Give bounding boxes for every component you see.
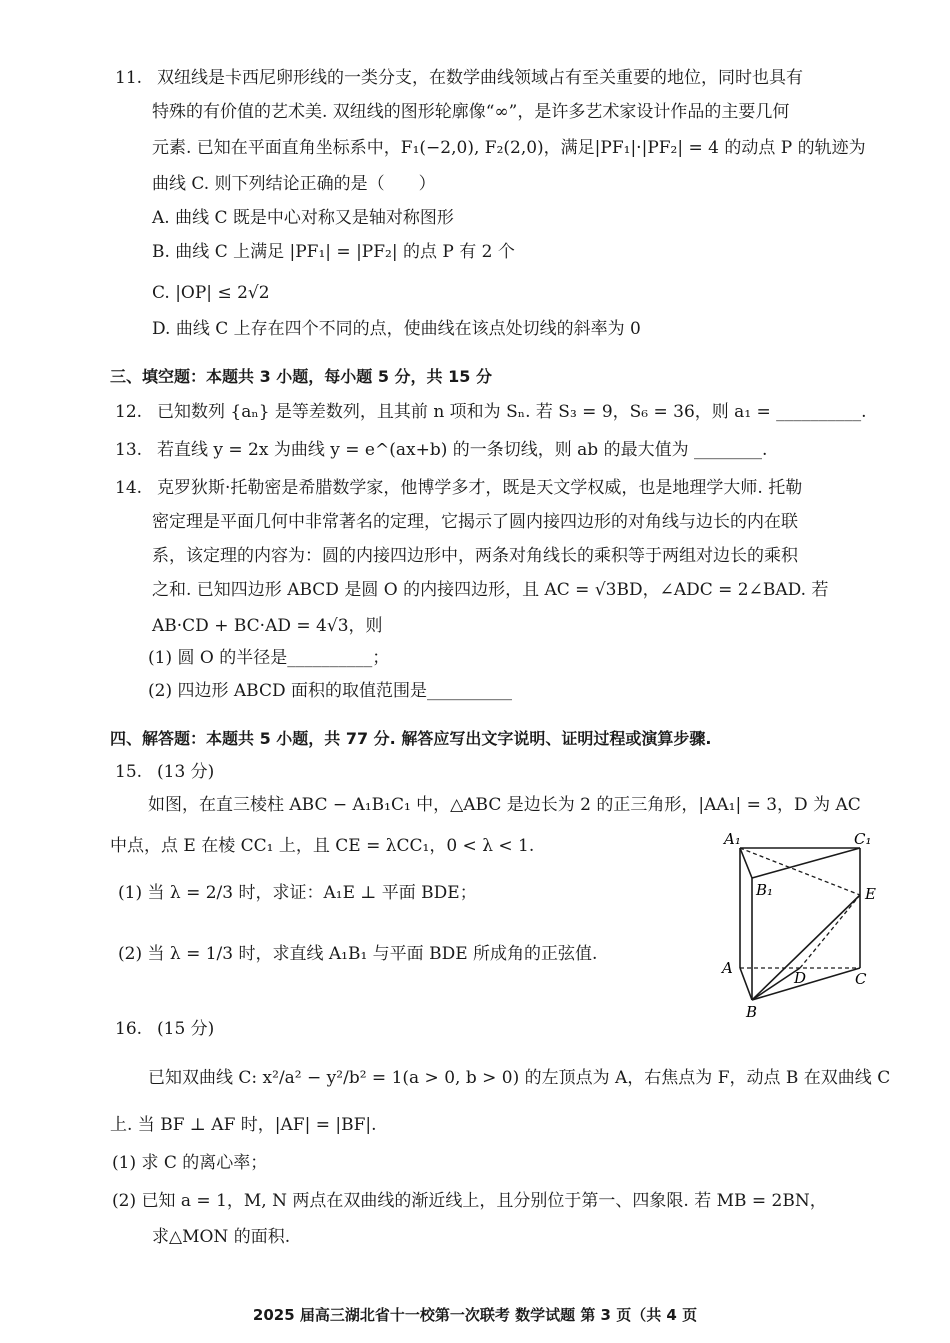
q16-line-1: 已知双曲线 C: x²/a² − y²/b² = 1(a > 0, b > 0) 的左顶点为 A，右焦点为 F，动点 B 在双曲线 C [148,1068,891,1088]
q11-option-d: D. 曲线 C 上存在四个不同的点，使曲线在该点处切线的斜率为 0 [152,319,641,339]
q11-line-2: 特殊的有价值的艺术美. 双纽线的图形轮廓像“∞”，是许多艺术家设计作品的主要几何 [152,102,790,122]
q14-line-2: 密定理是平面几何中非常著名的定理，它揭示了圆内接四边形的对角线与边长的内在联 [152,512,798,532]
page-footer: 2025 届高三湖北省十一校第一次联考 数学试题 第 3 页（共 4 页 [252,1306,698,1324]
q15-score: (13 分) [157,762,215,782]
section-4-heading: 四、解答题：本题共 5 小题，共 77 分. 解答应写出文字说明、证明过程或演算步骤. [110,729,712,748]
q12-number: 12. [115,402,143,422]
q11-line-3: 元素. 已知在平面直角坐标系中，F₁(−2,0), F₂(2,0)，满足|PF₁|·|PF₂| = 4 的动点 P 的轨迹为 [152,138,866,158]
q15-header [115,760,214,784]
q11-option-b: B. 曲线 C 上满足 |PF₁| = |PF₂| 的点 P 有 2 个 [152,242,515,262]
q15-line-1: 如图，在直三棱柱 ABC − A₁B₁C₁ 中，△ABC 是边长为 2 的正三角形，|AA₁| = 3，D 为 AC [148,795,861,815]
label-b1: B₁ [756,881,774,899]
q15-line-2: 中点，点 E 在棱 CC₁ 上，且 CE = λCC₁，0 < λ < 1. [110,836,535,856]
label-a: A [722,959,733,977]
q15-sub-2: (2) 当 λ = 1/3 时，求直线 A₁B₁ 与平面 BDE 所成角的正弦值. [118,944,598,964]
q11-line-4: 曲线 C. 则下列结论正确的是（ ） [152,174,436,194]
q14-line-3: 系，该定理的内容为：圆的内接四边形中，两条对角线长的乘积等于两组对边长的乘积 [152,546,798,566]
q13-line [115,438,767,462]
q15-number: 15. [115,762,143,782]
label-b: B [746,1003,758,1021]
prism-figure [710,828,910,1028]
q16-line-2: 上. 当 BF ⊥ AF 时，|AF| = |BF|. [110,1115,377,1135]
section-3-heading: 三、填空题：本题共 3 小题，每小题 5 分，共 15 分 [110,367,492,386]
label-e: E [865,885,876,903]
hidden-segment-d-e [800,895,860,968]
q16-sub-2-cont: 求△MON 的面积. [152,1227,291,1247]
q14-number: 14. [115,478,143,498]
label-c1: C₁ [854,830,872,848]
segment-b-d [752,968,800,1000]
edge-a1-b1 [740,848,752,878]
q14-line-4: 之和. 已知四边形 ABCD 是圆 O 的内接四边形，且 AC = √3BD，∠ADC = 2∠BAD. 若 [152,580,829,600]
q14-sub-2: (2) 四边形 ABCD 面积的取值范围是__________ [148,681,513,701]
q16-sub-1: (1) 求 C 的离心率； [112,1153,268,1173]
q14-text-1: 克罗狄斯·托勒密是希腊数学家，他博学多才，既是天文学权威，也是地理学大师. 托勒 [157,478,803,498]
q12-line [115,400,867,424]
q14-sub-1: (1) 圆 O 的半径是__________； [148,648,390,668]
edge-a-b [740,968,752,1000]
q14-line-5: AB·CD + BC·AD = 4√3，则 [152,616,383,636]
q16-number: 16. [115,1019,143,1039]
q11-option-a: A. 曲线 C 既是中心对称又是轴对称图形 [152,208,454,228]
label-a1: A₁ [724,830,741,848]
q11-option-c: C. |OP| ≤ 2√2 [152,283,270,303]
q11-number: 11. [115,68,143,88]
q16-score: (15 分) [157,1019,215,1039]
q13-number: 13. [115,440,143,460]
q15-sub-1: (1) 当 λ = 2/3 时，求证：A₁E ⊥ 平面 BDE； [118,883,477,903]
q11-text-1: 双纽线是卡西尼卵形线的一类分支，在数学曲线领域占有至关重要的地位，同时也具有 [157,68,803,88]
q16-sub-2: (2) 已知 a = 1，M, N 两点在双曲线的渐近线上，且分别位于第一、四象限. 若 MB = 2BN， [112,1191,827,1211]
label-d: D [794,969,807,987]
q12-text: 已知数列 {aₙ} 是等差数列，且其前 n 项和为 Sₙ. 若 S₃ = 9，S₆ = 36，则 a₁ = __________. [157,402,867,422]
q13-text: 若直线 y = 2x 为曲线 y = e^(ax+b) 的一条切线，则 ab 的最大值为 ________. [157,440,768,460]
q11-line-1 [115,66,803,90]
q16-header [115,1017,214,1041]
q14-line-1 [115,476,802,500]
label-c: C [855,970,867,988]
